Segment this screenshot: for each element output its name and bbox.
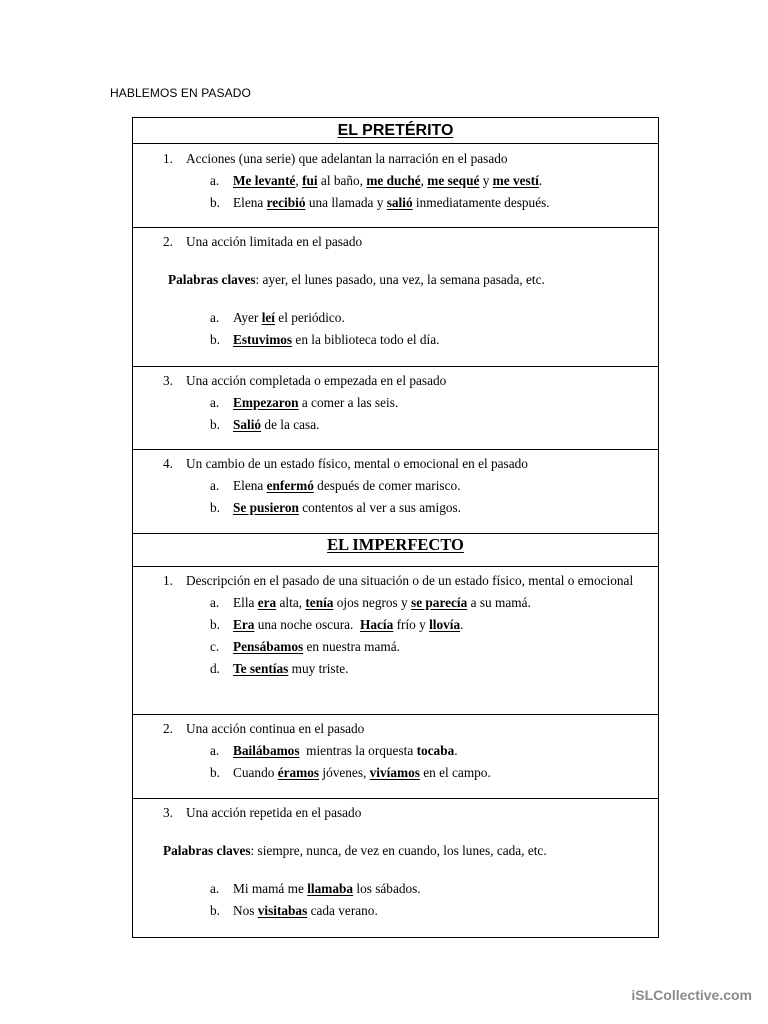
verb: recibió xyxy=(266,195,306,210)
verb: enfermó xyxy=(266,478,314,493)
grammar-table xyxy=(132,117,659,938)
example-c xyxy=(133,636,658,658)
example-a xyxy=(133,878,658,900)
verb: era xyxy=(257,595,277,610)
text: una noche oscura. xyxy=(254,617,361,632)
text: a comer a las seis. xyxy=(298,395,399,410)
verb: Bailábamos xyxy=(233,743,300,758)
text: y xyxy=(479,173,493,188)
imperfecto-heading xyxy=(133,534,658,567)
text: jóvenes, xyxy=(319,765,370,780)
example-a xyxy=(133,592,658,614)
keywords-text: : siempre, nunca, de vez en cuando, los lunes, cada, etc. xyxy=(250,843,547,858)
verb: tenía xyxy=(305,595,334,610)
preterito-section-4 xyxy=(133,450,658,534)
item-text: Descripción en el pasado de una situación o de un estado físico, mental o emocional xyxy=(186,573,634,588)
item-number: 1. xyxy=(163,573,173,588)
text: mientras la orquesta xyxy=(299,743,417,758)
item-text: Una acción continua en el pasado xyxy=(186,721,365,736)
example-a xyxy=(133,392,658,414)
verb: leí xyxy=(261,310,275,325)
example-a xyxy=(133,170,658,192)
text: contentos al ver a sus amigos. xyxy=(298,500,462,515)
example-letter: a. xyxy=(210,310,220,325)
example-letter: a. xyxy=(210,743,220,758)
text: frío y xyxy=(393,617,430,632)
keywords-label: Palabras claves xyxy=(163,843,251,858)
example-letter: b. xyxy=(210,195,220,210)
watermark: iSLCollective.com xyxy=(631,987,752,1003)
verb: me duché xyxy=(366,173,421,188)
example-b xyxy=(133,614,658,636)
text: muy triste. xyxy=(288,661,349,676)
verb-bold: tocaba xyxy=(416,743,455,758)
keywords-label: Palabras claves xyxy=(168,272,256,287)
preterito-section-3 xyxy=(133,367,658,450)
example-a xyxy=(133,307,658,329)
example-letter: b. xyxy=(210,500,220,515)
verb: me sequé xyxy=(427,173,480,188)
document-title: HABLEMOS EN PASADO xyxy=(110,86,251,100)
item-number: 1. xyxy=(163,151,173,166)
example-letter: b. xyxy=(210,332,220,347)
item-text: Acciones (una serie) que adelantan la narración en el pasado xyxy=(186,151,508,166)
example-letter: a. xyxy=(210,595,220,610)
text: ojos negros y xyxy=(333,595,412,610)
item-text: Una acción limitada en el pasado xyxy=(186,234,363,249)
text: , xyxy=(420,173,428,188)
example-letter: a. xyxy=(210,478,220,493)
example-b xyxy=(133,497,658,519)
example-b xyxy=(133,762,658,784)
item-number: 3. xyxy=(163,373,173,388)
text: Ella xyxy=(233,595,258,610)
example-b xyxy=(133,900,658,922)
item-number: 2. xyxy=(163,721,173,736)
verb: éramos xyxy=(277,765,320,780)
imperfecto-section-3 xyxy=(133,799,658,938)
preterito-heading xyxy=(133,118,658,144)
example-letter: b. xyxy=(210,417,220,432)
text: los sábados. xyxy=(353,881,421,896)
text: Cuando xyxy=(233,765,278,780)
imperfecto-heading-text: EL IMPERFECTO xyxy=(327,535,464,554)
text: , xyxy=(295,173,303,188)
example-a xyxy=(133,740,658,762)
text: . xyxy=(460,617,464,632)
example-letter: b. xyxy=(210,765,220,780)
preterito-section-1 xyxy=(133,144,658,228)
text: en nuestra mamá. xyxy=(303,639,400,654)
text: cada verano. xyxy=(307,903,378,918)
verb: vivíamos xyxy=(369,765,420,780)
example-letter: a. xyxy=(210,881,220,896)
keywords xyxy=(133,269,658,291)
text: . xyxy=(538,173,543,188)
verb: Se pusieron xyxy=(233,500,299,515)
text: después de comer marisco. xyxy=(313,478,461,493)
text: . xyxy=(454,743,458,758)
text: Mi mamá me xyxy=(233,881,308,896)
example-letter: a. xyxy=(210,173,220,188)
verb: Era xyxy=(233,617,255,632)
example-b xyxy=(133,329,658,351)
text: el periódico. xyxy=(274,310,345,325)
verb: Empezaron xyxy=(233,395,299,410)
preterito-section-2 xyxy=(133,228,658,367)
example-letter: c. xyxy=(210,639,220,654)
example-b xyxy=(133,414,658,436)
item-text: Una acción completada o empezada en el pasado xyxy=(186,373,447,388)
keywords xyxy=(133,840,658,862)
text: alta, xyxy=(276,595,306,610)
text: Nos xyxy=(233,903,258,918)
item-number: 3. xyxy=(163,805,173,820)
imperfecto-section-1 xyxy=(133,567,658,715)
verb: Salió xyxy=(233,417,262,432)
verb: llamaba xyxy=(307,881,354,896)
verb: Estuvimos xyxy=(233,332,293,347)
text: de la casa. xyxy=(261,417,320,432)
verb: Hacía xyxy=(360,617,394,632)
verb: se parecía xyxy=(411,595,468,610)
verb: me vestí xyxy=(492,173,539,188)
example-d xyxy=(133,658,658,680)
item-number: 2. xyxy=(163,234,173,249)
text: una llamada y xyxy=(305,195,387,210)
verb: Te sentías xyxy=(233,661,289,676)
text: en el campo. xyxy=(419,765,491,780)
verb: Pensábamos xyxy=(233,639,304,654)
item-text: Una acción repetida en el pasado xyxy=(186,805,362,820)
example-letter: d. xyxy=(210,661,220,676)
text: inmediatamente después. xyxy=(412,195,550,210)
text: en la biblioteca todo el día. xyxy=(292,332,440,347)
preterito-heading-text: EL PRETÉRITO xyxy=(337,122,454,139)
example-letter: a. xyxy=(210,395,220,410)
imperfecto-section-2 xyxy=(133,715,658,799)
text: Elena xyxy=(233,478,267,493)
example-letter: b. xyxy=(210,617,220,632)
item-text: Un cambio de un estado físico, mental o emocional en el pasado xyxy=(186,456,528,471)
example-letter: b. xyxy=(210,903,220,918)
keywords-text: : ayer, el lunes pasado, una vez, la semana pasada, etc. xyxy=(255,272,545,287)
text: al baño, xyxy=(317,173,367,188)
verb: fui xyxy=(302,173,318,188)
text: a su mamá. xyxy=(467,595,531,610)
verb: visitabas xyxy=(257,903,308,918)
example-a xyxy=(133,475,658,497)
verb: Me levanté xyxy=(233,173,296,188)
verb: salió xyxy=(386,195,413,210)
example-b xyxy=(133,192,658,214)
text: Elena xyxy=(233,195,267,210)
item-number: 4. xyxy=(163,456,173,471)
verb: llovía xyxy=(429,617,461,632)
text: Ayer xyxy=(233,310,262,325)
